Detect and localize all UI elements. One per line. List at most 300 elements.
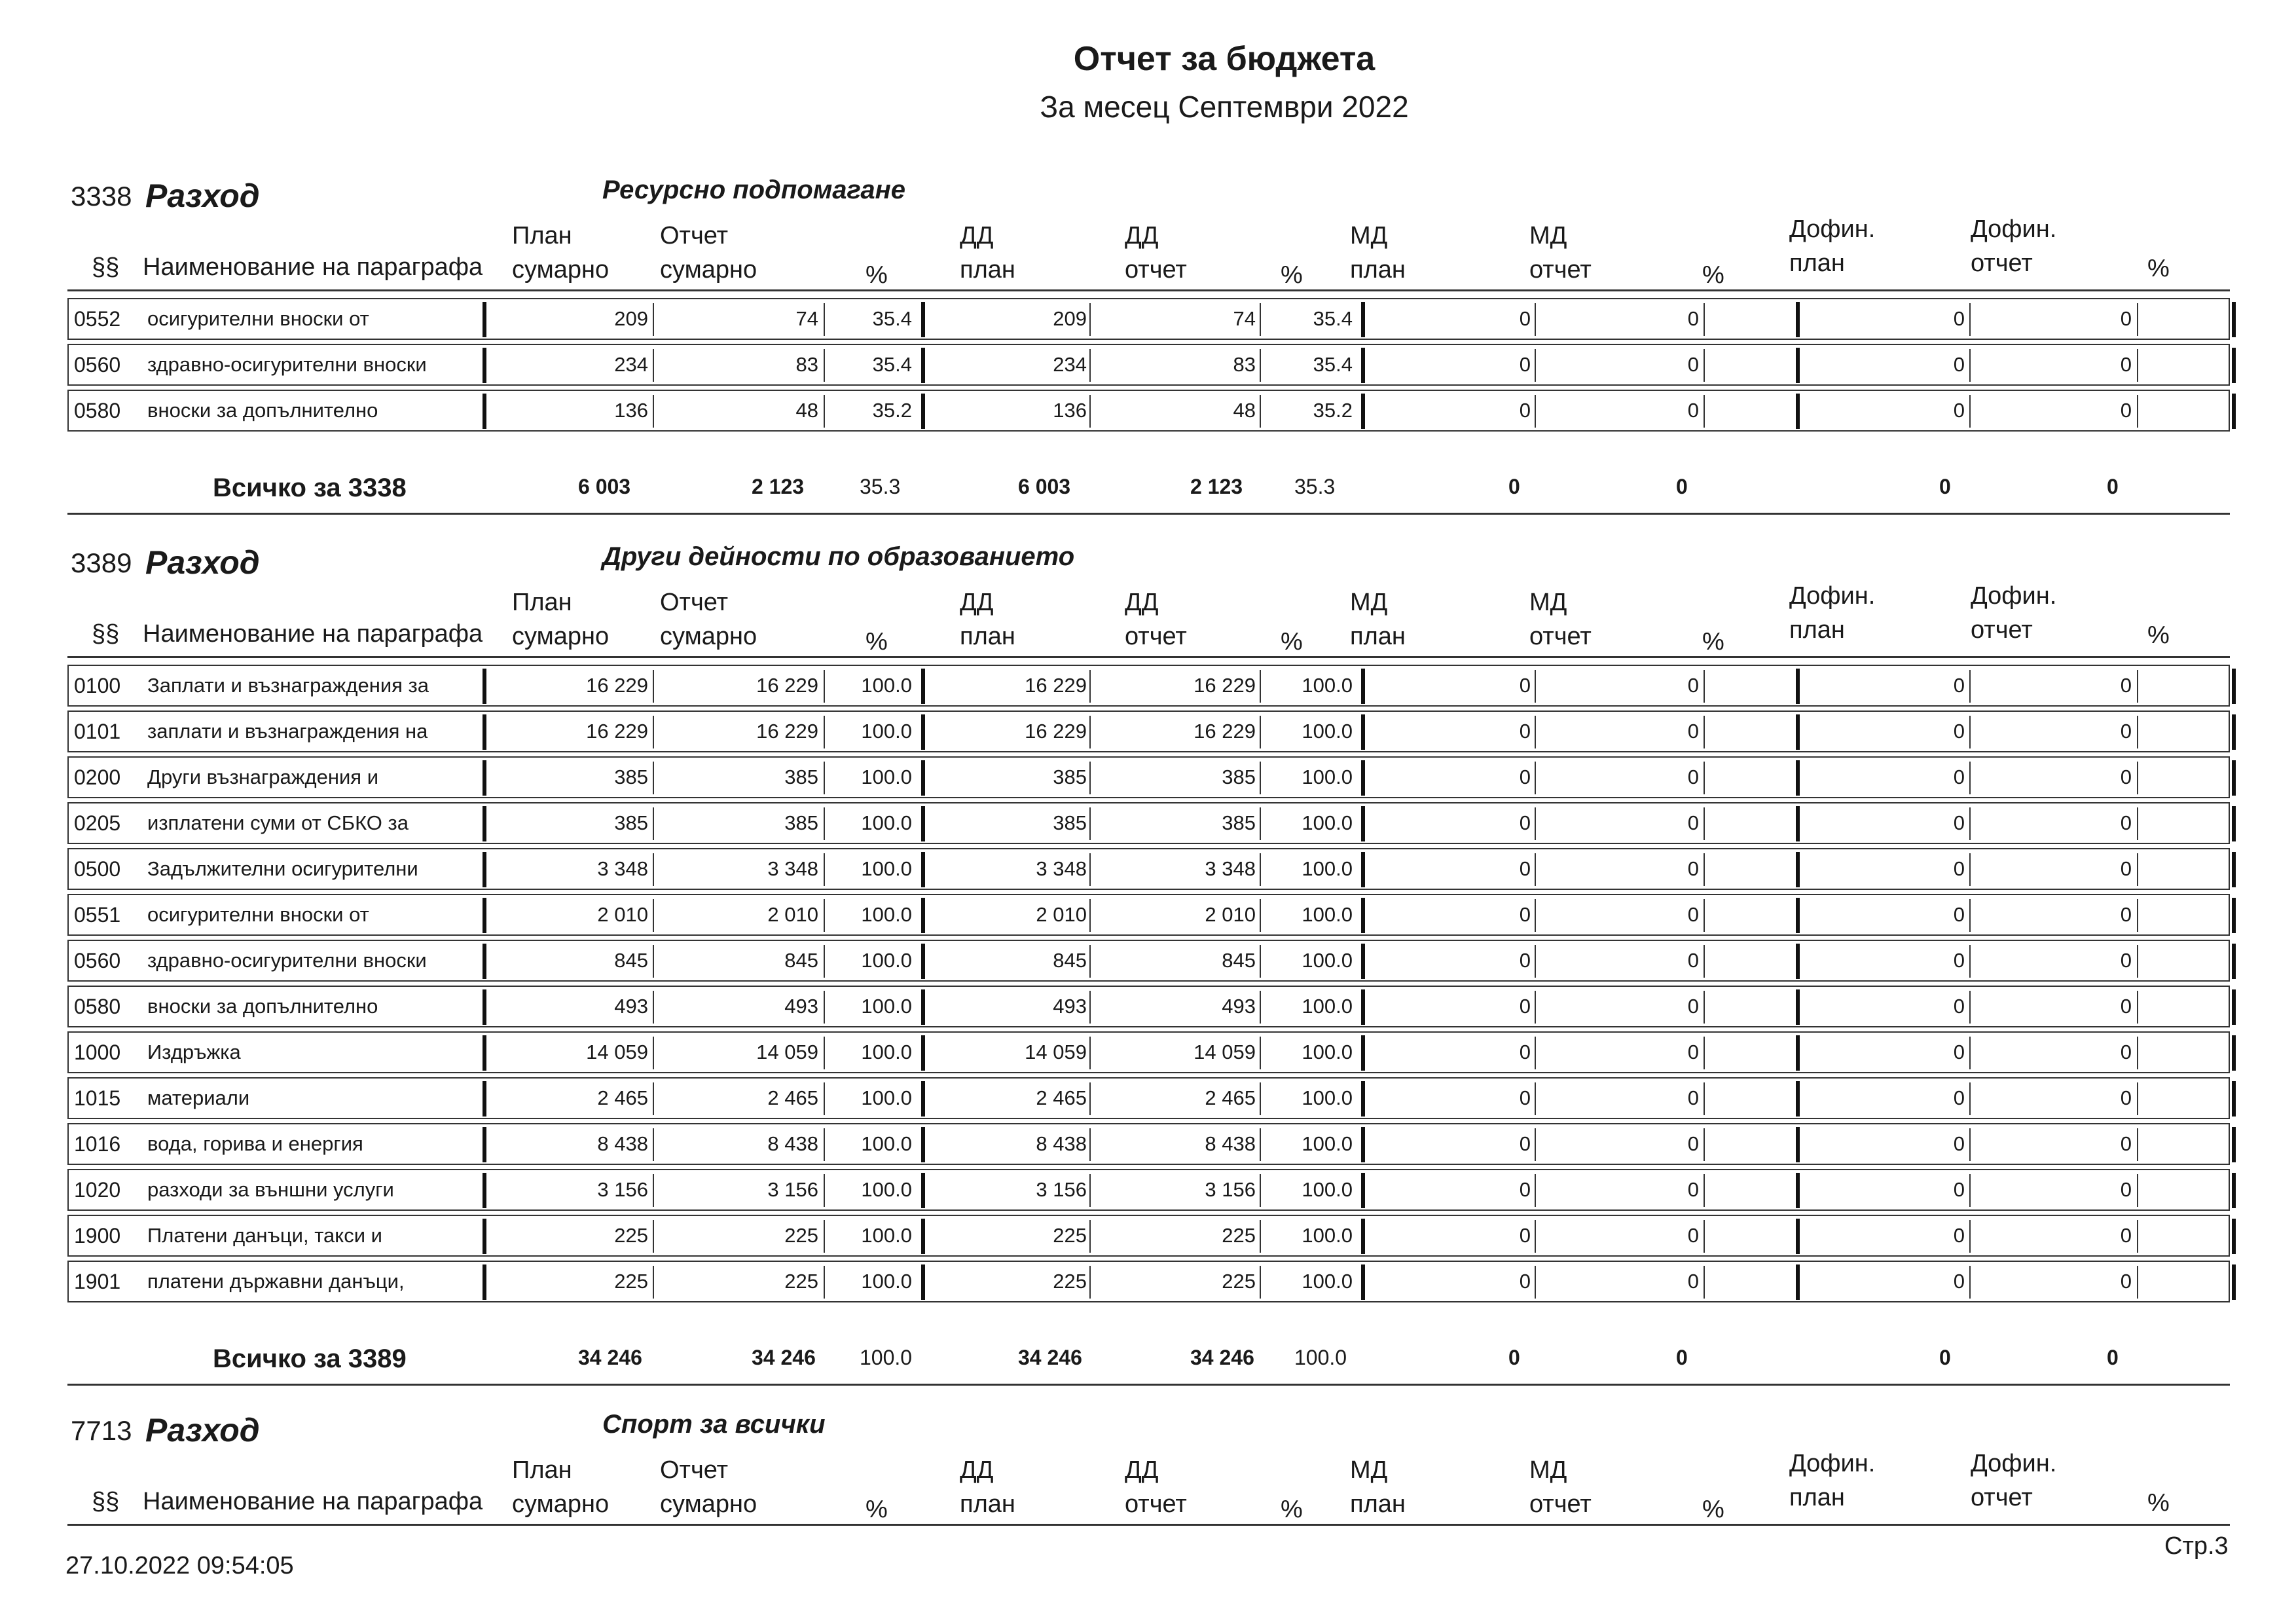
row-md-report: 0: [1687, 1224, 1699, 1247]
row-dd-report: 3 156: [1205, 1178, 1256, 1201]
row-pct: 100.0: [861, 720, 912, 743]
cell-divider: [1704, 1174, 1705, 1207]
row-dd-report: 225: [1222, 1270, 1256, 1293]
cell-divider: [1704, 349, 1705, 382]
row-dd-plan: 2 465: [1036, 1086, 1087, 1109]
row-dd-report: 83: [1233, 353, 1256, 376]
cell-divider: [1260, 1082, 1261, 1115]
cell-divider: [653, 1037, 654, 1069]
column-header: отчет: [1125, 623, 1187, 650]
cell-divider: [2137, 1266, 2138, 1299]
row-name: материали: [147, 1086, 250, 1109]
column-header: ДД: [960, 589, 994, 616]
total-dd-report: 34 246: [1190, 1346, 1254, 1369]
row-dd-report: 48: [1233, 399, 1256, 422]
column-header: Дофин.: [1789, 582, 1876, 610]
row-name: здравно-осигурителни вноски: [147, 353, 427, 376]
row-md-plan: 0: [1519, 353, 1531, 376]
table-row: [67, 940, 2230, 982]
row-report: 385: [784, 766, 818, 788]
row-md-plan: 0: [1519, 949, 1531, 972]
cell-divider: [824, 1266, 825, 1299]
row-dofin-plan: 0: [1953, 720, 1965, 743]
column-separator: [483, 302, 486, 337]
cell-divider: [653, 395, 654, 428]
cell-divider: [1089, 807, 1091, 840]
table-row: [67, 1261, 2230, 1302]
column-separator: [1361, 898, 1365, 933]
row-dd-pct: 100.0: [1302, 903, 1353, 926]
table-row: [67, 390, 2230, 432]
column-header: %: [1281, 628, 1303, 655]
report-title: Отчет за бюджета: [1073, 40, 1376, 78]
cell-divider: [1089, 853, 1091, 886]
table-row: [67, 1123, 2230, 1165]
row-code: 0580: [74, 994, 121, 1018]
row-dofin-report: 0: [2120, 857, 2132, 880]
column-header: план: [1789, 1484, 1845, 1511]
row-dd-report: 385: [1222, 811, 1256, 834]
row-dofin-report: 0: [2120, 353, 2132, 376]
row-plan: 2 010: [597, 903, 648, 926]
column-header: отчет: [1125, 256, 1187, 284]
column-separator: [483, 394, 486, 429]
column-header: сумарно: [660, 623, 757, 650]
row-plan: 225: [614, 1224, 648, 1247]
column-separator: [1796, 669, 1800, 704]
row-dd-pct: 100.0: [1302, 674, 1353, 697]
row-code: 1016: [74, 1132, 121, 1156]
column-separator: [483, 348, 486, 383]
column-header: Дофин.: [1971, 215, 2057, 243]
row-name: Заплати и възнаграждения за: [147, 674, 429, 697]
total-dofin-plan: 0: [1939, 475, 1951, 498]
column-separator: [921, 1127, 925, 1162]
cell-divider: [1089, 303, 1091, 336]
section-code: 3389: [71, 547, 132, 578]
column-separator: [921, 714, 925, 750]
row-md-report: 0: [1687, 903, 1699, 926]
row-dd-plan: 16 229: [1025, 720, 1087, 743]
row-dofin-plan: 0: [1953, 1041, 1965, 1063]
column-separator: [921, 1081, 925, 1116]
row-dofin-report: 0: [2120, 1041, 2132, 1063]
column-separator: [1361, 302, 1365, 337]
cell-divider: [1089, 1266, 1091, 1299]
row-dofin-report: 0: [2120, 720, 2132, 743]
cell-divider: [2137, 349, 2138, 382]
total-report: 2 123: [752, 475, 805, 498]
cell-divider: [1089, 1037, 1091, 1069]
cell-divider: [1260, 899, 1261, 932]
row-dofin-plan: 0: [1953, 995, 1965, 1018]
section-code: 7713: [71, 1415, 132, 1446]
cell-divider: [1535, 899, 1536, 932]
column-separator: [2232, 1035, 2236, 1071]
cell-divider: [1089, 349, 1091, 382]
cell-divider: [2137, 303, 2138, 336]
row-dofin-report: 0: [2120, 995, 2132, 1018]
cell-divider: [1969, 716, 1971, 748]
column-header: %: [1702, 628, 1724, 655]
row-name: Издръжка: [147, 1041, 241, 1063]
row-dofin-report: 0: [2120, 766, 2132, 788]
table-row: [67, 894, 2230, 936]
row-dd-report: 8 438: [1205, 1132, 1256, 1155]
row-dofin-plan: 0: [1953, 857, 1965, 880]
cell-divider: [824, 945, 825, 978]
cell-divider: [1969, 1220, 1971, 1253]
column-header: МД: [1529, 1456, 1567, 1484]
cell-divider: [1089, 1220, 1091, 1253]
cell-divider: [824, 1037, 825, 1069]
row-pct: 100.0: [861, 1132, 912, 1155]
column-header: отчет: [1125, 1490, 1187, 1518]
row-pct: 100.0: [861, 1086, 912, 1109]
row-code: 0580: [74, 398, 121, 422]
row-dofin-plan: 0: [1953, 1132, 1965, 1155]
cell-divider: [2137, 1220, 2138, 1253]
row-md-report: 0: [1687, 811, 1699, 834]
cell-divider: [2137, 807, 2138, 840]
column-separator: [1361, 806, 1365, 841]
row-dd-pct: 35.4: [1313, 353, 1353, 376]
column-separator: [1796, 989, 1800, 1025]
row-code: 0205: [74, 811, 121, 835]
column-header: ДД: [960, 222, 994, 249]
cell-divider: [1969, 1128, 1971, 1161]
row-dofin-plan: 0: [1953, 307, 1965, 330]
column-header: Дофин.: [1789, 1450, 1876, 1477]
cell-divider: [653, 1174, 654, 1207]
row-pct: 100.0: [861, 1041, 912, 1063]
row-report: 493: [784, 995, 818, 1018]
column-header: %: [1702, 1496, 1724, 1523]
column-header: %: [866, 1496, 888, 1523]
row-report: 14 059: [756, 1041, 818, 1063]
row-md-plan: 0: [1519, 1270, 1531, 1293]
cell-divider: [1260, 716, 1261, 748]
column-separator: [2232, 1264, 2236, 1300]
cell-divider: [2137, 853, 2138, 886]
column-header: %: [2147, 621, 2170, 649]
table-row: [67, 802, 2230, 844]
row-dofin-report: 0: [2120, 949, 2132, 972]
column-header-ss: §§: [92, 1488, 120, 1515]
row-plan: 136: [614, 399, 648, 422]
column-header: МД: [1350, 1456, 1388, 1484]
cell-divider: [824, 899, 825, 932]
cell-divider: [824, 762, 825, 794]
column-separator: [483, 1035, 486, 1071]
row-plan: 385: [614, 766, 648, 788]
row-dd-pct: 100.0: [1302, 720, 1353, 743]
cell-divider: [1535, 807, 1536, 840]
column-separator: [1361, 669, 1365, 704]
column-separator: [483, 852, 486, 887]
cell-divider: [1089, 899, 1091, 932]
row-dd-plan: 8 438: [1036, 1132, 1087, 1155]
row-report: 3 348: [767, 857, 818, 880]
row-dofin-report: 0: [2120, 399, 2132, 422]
row-md-plan: 0: [1519, 857, 1531, 880]
row-pct: 100.0: [861, 766, 912, 788]
row-pct: 100.0: [861, 1224, 912, 1247]
column-header: отчет: [1971, 1484, 2033, 1511]
row-report: 2 465: [767, 1086, 818, 1109]
row-dd-pct: 100.0: [1302, 1132, 1353, 1155]
row-pct: 100.0: [861, 811, 912, 834]
column-separator: [921, 989, 925, 1025]
table-row: [67, 1215, 2230, 1257]
row-dofin-report: 0: [2120, 307, 2132, 330]
column-separator: [921, 348, 925, 383]
row-plan: 385: [614, 811, 648, 834]
column-separator: [1361, 1264, 1365, 1300]
column-separator: [483, 1081, 486, 1116]
cell-divider: [653, 807, 654, 840]
column-header: Отчет: [660, 222, 729, 249]
row-md-plan: 0: [1519, 1041, 1531, 1063]
column-separator: [1796, 1219, 1800, 1254]
column-separator: [2232, 852, 2236, 887]
row-dd-pct: 35.4: [1313, 307, 1353, 330]
row-md-report: 0: [1687, 353, 1699, 376]
column-header: %: [2147, 1489, 2170, 1517]
column-header: ДД: [1125, 1456, 1159, 1484]
column-separator: [1361, 1219, 1365, 1254]
row-code: 0101: [74, 719, 121, 743]
cell-divider: [1969, 853, 1971, 886]
column-separator: [1796, 944, 1800, 979]
total-md-report: 0: [1676, 475, 1688, 498]
row-code: 0200: [74, 765, 121, 789]
row-md-plan: 0: [1519, 903, 1531, 926]
cell-divider: [1969, 395, 1971, 428]
row-code: 0551: [74, 902, 121, 927]
row-report: 385: [784, 811, 818, 834]
column-separator: [2232, 394, 2236, 429]
row-dofin-report: 0: [2120, 1270, 2132, 1293]
row-dofin-plan: 0: [1953, 674, 1965, 697]
cell-divider: [1969, 670, 1971, 703]
column-separator: [921, 852, 925, 887]
column-header: План: [512, 1456, 572, 1484]
column-header: план: [1350, 256, 1406, 284]
column-header-name: Наименование на параграфа: [143, 620, 483, 648]
column-separator: [483, 944, 486, 979]
column-separator: [1796, 1081, 1800, 1116]
row-dd-plan: 225: [1053, 1270, 1087, 1293]
row-report: 2 010: [767, 903, 818, 926]
row-md-plan: 0: [1519, 995, 1531, 1018]
column-separator: [2232, 348, 2236, 383]
row-md-report: 0: [1687, 1178, 1699, 1201]
cell-divider: [824, 1174, 825, 1207]
cell-divider: [1704, 762, 1705, 794]
row-md-report: 0: [1687, 995, 1699, 1018]
column-separator: [1361, 1127, 1365, 1162]
row-code: 0500: [74, 857, 121, 881]
row-report: 845: [784, 949, 818, 972]
cell-divider: [1535, 1128, 1536, 1161]
cell-divider: [2137, 945, 2138, 978]
cell-divider: [824, 395, 825, 428]
table-row: [67, 298, 2230, 340]
cell-divider: [2137, 1174, 2138, 1207]
cell-divider: [2137, 395, 2138, 428]
column-separator: [483, 1264, 486, 1300]
column-header: план: [960, 256, 1015, 284]
column-separator: [483, 1219, 486, 1254]
column-separator: [483, 714, 486, 750]
row-pct: 100.0: [861, 674, 912, 697]
cell-divider: [653, 1082, 654, 1115]
cell-divider: [653, 762, 654, 794]
column-header: ДД: [1125, 222, 1159, 249]
column-separator: [921, 898, 925, 933]
row-pct: 100.0: [861, 1270, 912, 1293]
row-dd-pct: 100.0: [1302, 1270, 1353, 1293]
column-header: %: [1281, 1496, 1303, 1523]
row-dd-plan: 3 348: [1036, 857, 1087, 880]
row-plan: 14 059: [586, 1041, 648, 1063]
row-code: 0100: [74, 673, 121, 697]
cell-divider: [1969, 1266, 1971, 1299]
total-md-plan: 0: [1508, 475, 1520, 498]
cell-divider: [1535, 303, 1536, 336]
cell-divider: [1260, 1220, 1261, 1253]
row-md-plan: 0: [1519, 399, 1531, 422]
column-header-ss: §§: [92, 620, 120, 648]
column-separator: [1796, 1127, 1800, 1162]
column-separator: [2232, 760, 2236, 796]
cell-divider: [653, 1266, 654, 1299]
cell-divider: [653, 349, 654, 382]
row-plan: 493: [614, 995, 648, 1018]
row-dd-pct: 100.0: [1302, 949, 1353, 972]
row-pct: 100.0: [861, 995, 912, 1018]
section-name: Други дейности по образованието: [602, 542, 1075, 571]
section-type: Разход: [145, 544, 260, 581]
column-separator: [1796, 1173, 1800, 1208]
column-separator: [2232, 1173, 2236, 1208]
column-separator: [1361, 394, 1365, 429]
row-dd-plan: 3 156: [1036, 1178, 1087, 1201]
header-rule: [67, 289, 2230, 291]
row-report: 16 229: [756, 674, 818, 697]
cell-divider: [1704, 853, 1705, 886]
cell-divider: [653, 991, 654, 1024]
column-separator: [1796, 852, 1800, 887]
row-name: осигурителни вноски от: [147, 903, 369, 926]
row-dofin-report: 0: [2120, 811, 2132, 834]
cell-divider: [1704, 716, 1705, 748]
column-header: ДД: [1125, 589, 1159, 616]
row-dd-report: 2 465: [1205, 1086, 1256, 1109]
cell-divider: [1535, 1037, 1536, 1069]
cell-divider: [1535, 1266, 1536, 1299]
column-separator: [1361, 944, 1365, 979]
column-header: %: [866, 261, 888, 289]
table-row: [67, 756, 2230, 798]
column-separator: [2232, 302, 2236, 337]
cell-divider: [1704, 807, 1705, 840]
column-separator: [921, 669, 925, 704]
total-dofin-plan: 0: [1939, 1346, 1951, 1369]
row-md-plan: 0: [1519, 766, 1531, 788]
table-row: [67, 1031, 2230, 1073]
column-header: план: [1789, 249, 1845, 277]
row-dd-plan: 845: [1053, 949, 1087, 972]
row-name: заплати и възнаграждения на: [147, 720, 428, 743]
row-dofin-plan: 0: [1953, 1178, 1965, 1201]
total-dd-plan: 6 003: [1018, 475, 1071, 498]
cell-divider: [1704, 1266, 1705, 1299]
column-header: план: [960, 1490, 1015, 1518]
cell-divider: [1969, 991, 1971, 1024]
column-separator: [1361, 1035, 1365, 1071]
section-name: Спорт за всички: [602, 1410, 826, 1439]
row-report: 225: [784, 1224, 818, 1247]
column-separator: [1796, 394, 1800, 429]
column-separator: [1361, 714, 1365, 750]
row-name: Задължителни осигурителни: [147, 857, 418, 880]
row-md-plan: 0: [1519, 1178, 1531, 1201]
cell-divider: [653, 303, 654, 336]
column-separator: [921, 806, 925, 841]
row-dd-plan: 16 229: [1025, 674, 1087, 697]
column-header: Дофин.: [1789, 215, 1876, 243]
column-header: МД: [1529, 589, 1567, 616]
row-dd-report: 3 348: [1205, 857, 1256, 880]
cell-divider: [824, 1220, 825, 1253]
row-dd-report: 493: [1222, 995, 1256, 1018]
total-dofin-report: 0: [2107, 1346, 2119, 1369]
column-separator: [2232, 944, 2236, 979]
column-header: отчет: [1529, 256, 1592, 284]
row-dd-report: 845: [1222, 949, 1256, 972]
column-header: сумарно: [660, 1490, 757, 1518]
cell-divider: [1089, 1174, 1091, 1207]
row-pct: 35.2: [872, 399, 912, 422]
column-header: сумарно: [512, 623, 610, 650]
row-name: Платени данъци, такси и: [147, 1224, 382, 1247]
row-code: 1015: [74, 1086, 121, 1110]
column-header: Отчет: [660, 1456, 729, 1484]
cell-divider: [1535, 670, 1536, 703]
cell-divider: [1089, 670, 1091, 703]
column-header-name: Наименование на параграфа: [143, 253, 483, 281]
row-dofin-report: 0: [2120, 1224, 2132, 1247]
row-md-report: 0: [1687, 1086, 1699, 1109]
row-md-report: 0: [1687, 1041, 1699, 1063]
column-separator: [1361, 989, 1365, 1025]
row-md-plan: 0: [1519, 1224, 1531, 1247]
row-md-report: 0: [1687, 307, 1699, 330]
column-header-name: Наименование на параграфа: [143, 1488, 483, 1515]
column-header: отчет: [1529, 623, 1592, 650]
cell-divider: [653, 899, 654, 932]
row-code: 0552: [74, 306, 121, 331]
cell-divider: [1969, 349, 1971, 382]
column-header: сумарно: [512, 1490, 610, 1518]
cell-divider: [824, 807, 825, 840]
cell-divider: [824, 991, 825, 1024]
cell-divider: [1535, 1220, 1536, 1253]
total-dd-report: 2 123: [1190, 475, 1243, 498]
print-timestamp: 27.10.2022 09:54:05: [65, 1552, 294, 1579]
